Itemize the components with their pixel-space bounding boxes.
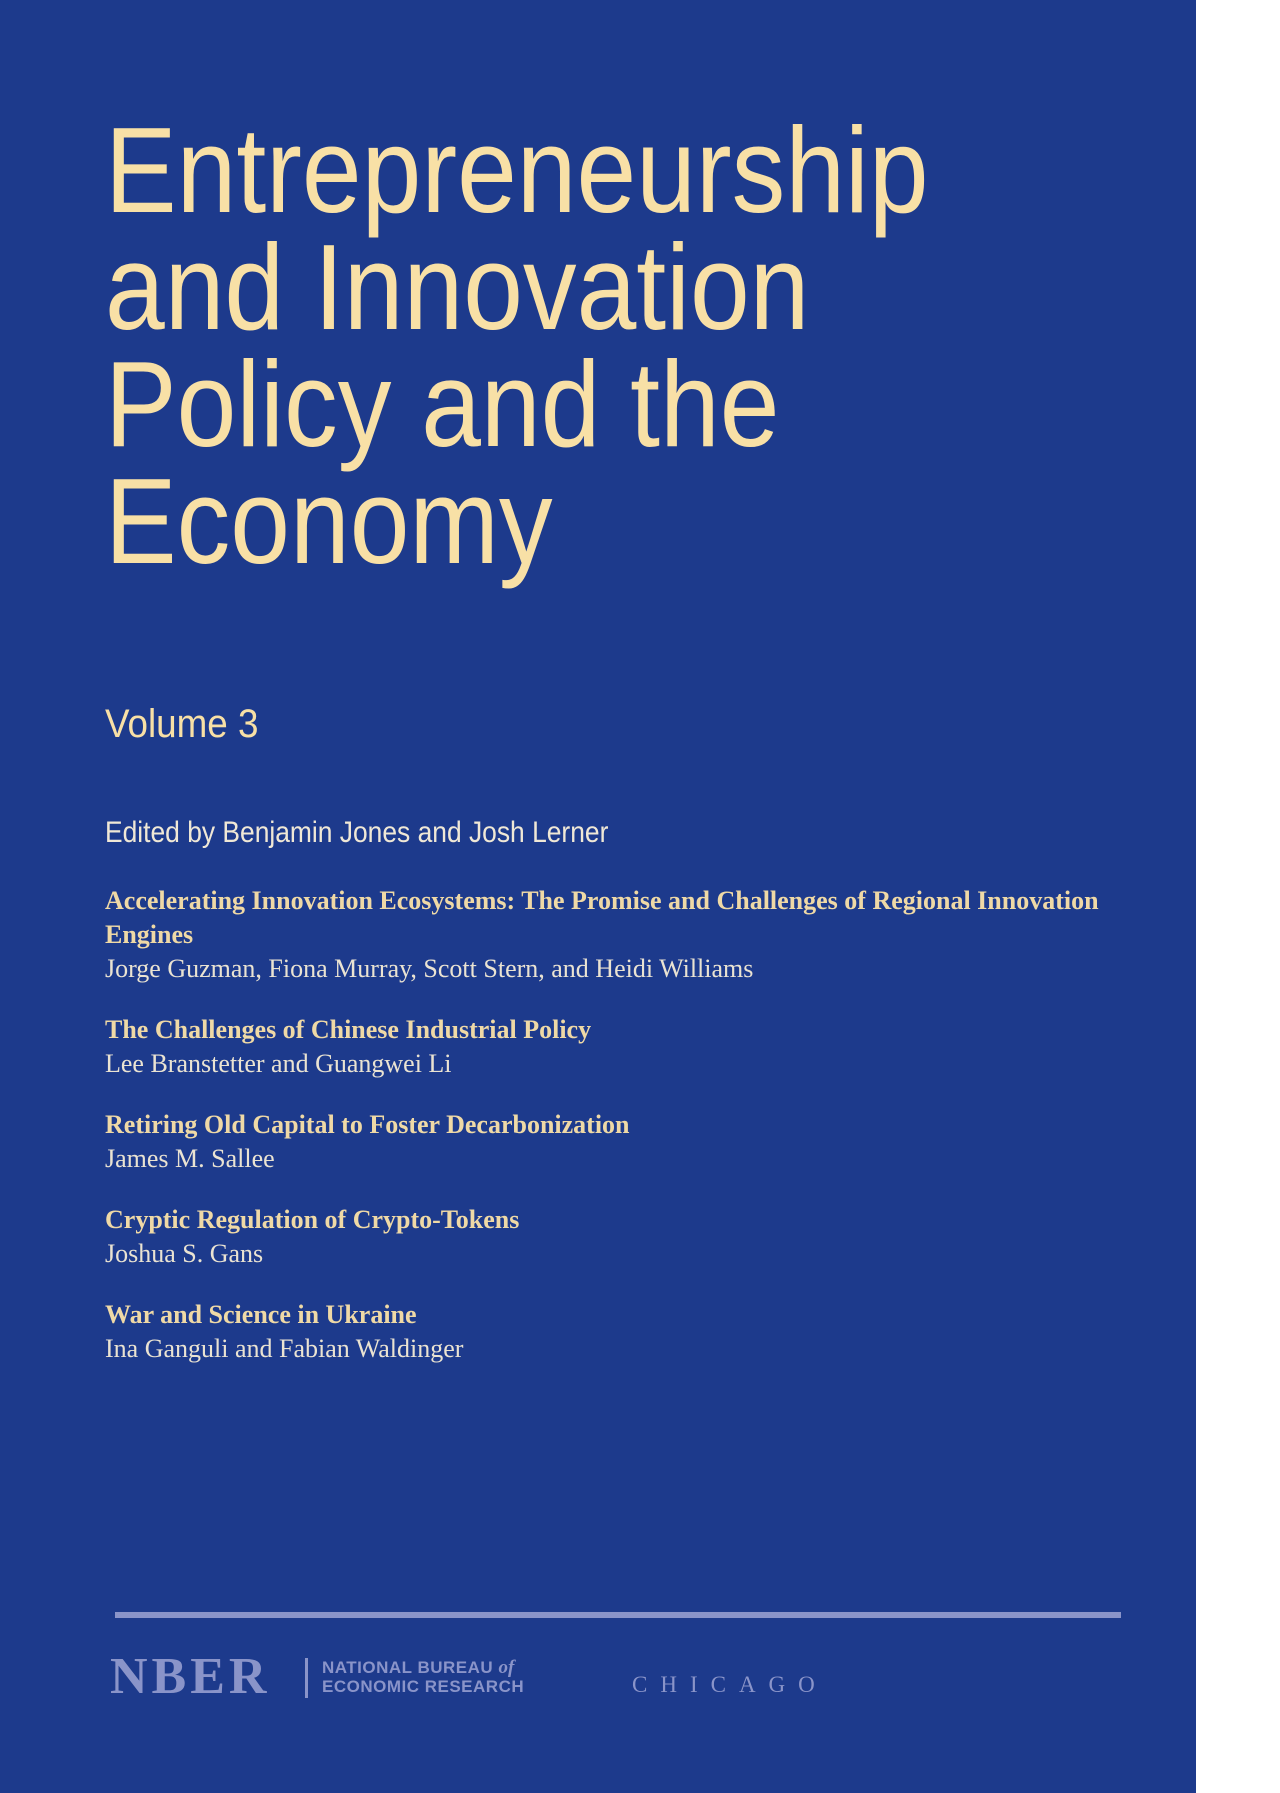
- chapter-entry: [105, 1013, 1100, 1081]
- chapter-authors: Jorge Guzman, Fiona Murray, Scott Stern, and Heidi Williams: [105, 954, 754, 983]
- chapter-authors: Lee Branstetter and Guangwei Li: [105, 1049, 452, 1078]
- book-title: [105, 102, 1041, 589]
- nber-logo-divider: [305, 1658, 308, 1698]
- chapter-title: War and Science in Ukraine: [105, 1300, 417, 1329]
- chapter-entry: [105, 1298, 1100, 1366]
- chapter-title: Accelerating Innovation Ecosystems: The Promise and Challenges of Regional Innovation Engines: [105, 886, 1099, 949]
- editors-line: Edited by Benjamin Jones and Josh Lerner: [105, 816, 609, 849]
- chapter-title: Cryptic Regulation of Crypto-Tokens: [105, 1205, 520, 1234]
- nber-logo: NBER: [110, 1648, 271, 1705]
- nber-name-line1: NATIONAL BUREAU: [322, 1658, 499, 1677]
- chapter-title: The Challenges of Chinese Industrial Policy: [105, 1015, 592, 1044]
- right-white-margin: [1196, 0, 1280, 1793]
- chapter-authors: James M. Sallee: [105, 1144, 275, 1173]
- publisher-city: CHICAGO: [632, 1672, 828, 1697]
- chapter-list: [105, 884, 1100, 1393]
- chapter-title: Retiring Old Capital to Foster Decarbonization: [105, 1110, 630, 1139]
- chapter-entry: [105, 1203, 1100, 1271]
- nber-name-of: of: [498, 1657, 515, 1678]
- chapter-entry: [105, 1108, 1100, 1176]
- nber-full-name: [322, 1658, 524, 1696]
- book-title-line-1: Entrepreneurship: [105, 102, 929, 238]
- book-title-line-2: and Innovation: [105, 219, 810, 355]
- nber-name-line2: ECONOMIC RESEARCH: [322, 1677, 525, 1696]
- book-title-line-4: Economy: [105, 453, 553, 589]
- volume-label: Volume 3: [105, 702, 259, 746]
- footer-divider-rule: [115, 1612, 1121, 1618]
- chapter-authors: Joshua S. Gans: [105, 1239, 264, 1268]
- book-title-line-3: Policy and the: [105, 336, 780, 472]
- chapter-authors: Ina Ganguli and Fabian Waldinger: [105, 1334, 464, 1363]
- chapter-entry: [105, 884, 1100, 986]
